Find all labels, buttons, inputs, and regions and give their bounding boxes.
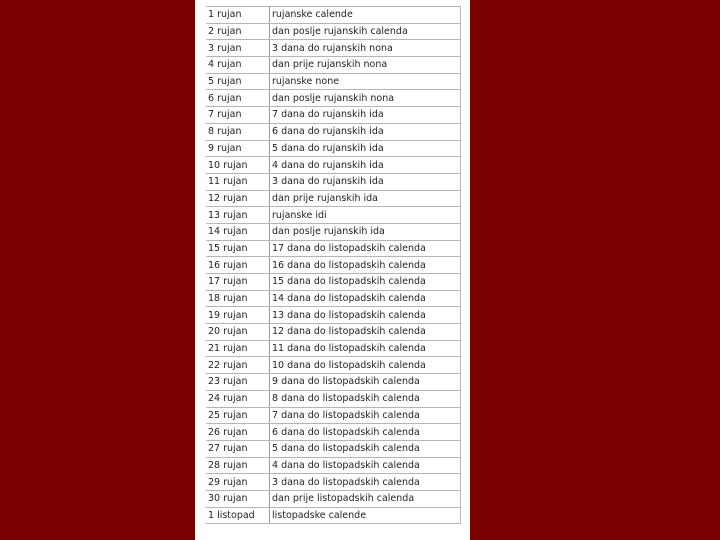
day-cell: 21 rujan xyxy=(206,340,270,357)
day-cell: 25 rujan xyxy=(206,407,270,424)
roman-date-cell: 12 dana do listopadskih calenda xyxy=(270,324,461,341)
table-row xyxy=(206,23,461,40)
table-row xyxy=(206,357,461,374)
day-cell: 9 rujan xyxy=(206,140,270,157)
roman-date-cell: 5 dana do rujanskih ida xyxy=(270,140,461,157)
table-row xyxy=(206,424,461,441)
table-row xyxy=(206,257,461,274)
day-cell: 29 rujan xyxy=(206,474,270,491)
table-row xyxy=(206,324,461,341)
roman-date-cell: rujanske calende xyxy=(270,7,461,24)
roman-date-cell: rujanske idi xyxy=(270,207,461,224)
roman-date-cell: dan prije listopadskih calenda xyxy=(270,490,461,507)
day-cell: 1 rujan xyxy=(206,7,270,24)
roman-date-cell: dan poslje rujanskih ida xyxy=(270,223,461,240)
table-row xyxy=(206,207,461,224)
table-row xyxy=(206,223,461,240)
roman-date-cell: dan poslje rujanskih calenda xyxy=(270,23,461,40)
roman-date-cell: 7 dana do rujanskih ida xyxy=(270,107,461,124)
roman-date-cell: dan prije rujanskih nona xyxy=(270,57,461,74)
table-row xyxy=(206,440,461,457)
roman-date-cell: dan prije rujanskih ida xyxy=(270,190,461,207)
table-row xyxy=(206,157,461,174)
roman-date-cell: 3 dana do rujanskih nona xyxy=(270,40,461,57)
roman-date-cell: 6 dana do listopadskih calenda xyxy=(270,424,461,441)
day-cell: 5 rujan xyxy=(206,73,270,90)
table-row xyxy=(206,490,461,507)
table-row xyxy=(206,307,461,324)
day-cell: 23 rujan xyxy=(206,374,270,391)
day-cell: 27 rujan xyxy=(206,440,270,457)
roman-date-cell: 4 dana do listopadskih calenda xyxy=(270,457,461,474)
table-row xyxy=(206,123,461,140)
table-row xyxy=(206,390,461,407)
roman-date-cell: listopadske calende xyxy=(270,507,461,524)
roman-date-cell: 7 dana do listopadskih calenda xyxy=(270,407,461,424)
table-row xyxy=(206,90,461,107)
roman-date-cell: 10 dana do listopadskih calenda xyxy=(270,357,461,374)
day-cell: 24 rujan xyxy=(206,390,270,407)
day-cell: 8 rujan xyxy=(206,123,270,140)
table-row xyxy=(206,407,461,424)
day-cell: 17 rujan xyxy=(206,274,270,291)
day-cell: 2 rujan xyxy=(206,23,270,40)
roman-date-cell: 4 dana do rujanskih ida xyxy=(270,157,461,174)
roman-date-cell: 11 dana do listopadskih calenda xyxy=(270,340,461,357)
table-row xyxy=(206,240,461,257)
day-cell: 4 rujan xyxy=(206,57,270,74)
table-row xyxy=(206,507,461,524)
roman-date-cell: 8 dana do listopadskih calenda xyxy=(270,390,461,407)
roman-date-cell: 6 dana do rujanskih ida xyxy=(270,123,461,140)
roman-date-cell: 3 dana do rujanskih ida xyxy=(270,173,461,190)
roman-date-cell: 14 dana do listopadskih calenda xyxy=(270,290,461,307)
roman-date-cell: 3 dana do listopadskih calenda xyxy=(270,474,461,491)
day-cell: 18 rujan xyxy=(206,290,270,307)
table-row xyxy=(206,7,461,24)
day-cell: 15 rujan xyxy=(206,240,270,257)
table-row xyxy=(206,173,461,190)
roman-date-cell: 13 dana do listopadskih calenda xyxy=(270,307,461,324)
day-cell: 13 rujan xyxy=(206,207,270,224)
table-row xyxy=(206,274,461,291)
roman-date-cell: 9 dana do listopadskih calenda xyxy=(270,374,461,391)
day-cell: 28 rujan xyxy=(206,457,270,474)
table-row xyxy=(206,107,461,124)
day-cell: 20 rujan xyxy=(206,324,270,341)
table-row xyxy=(206,474,461,491)
day-cell: 11 rujan xyxy=(206,173,270,190)
calendar-table xyxy=(206,6,461,524)
roman-date-cell: 5 dana do listopadskih calenda xyxy=(270,440,461,457)
table-row xyxy=(206,290,461,307)
document-sheet xyxy=(195,0,470,540)
day-cell: 14 rujan xyxy=(206,223,270,240)
roman-date-cell: rujanske none xyxy=(270,73,461,90)
day-cell: 6 rujan xyxy=(206,90,270,107)
table-row xyxy=(206,140,461,157)
day-cell: 1 listopad xyxy=(206,507,270,524)
table-row xyxy=(206,190,461,207)
table-row xyxy=(206,457,461,474)
roman-date-cell: 15 dana do listopadskih calenda xyxy=(270,274,461,291)
roman-date-cell: 17 dana do listopadskih calenda xyxy=(270,240,461,257)
table-row xyxy=(206,73,461,90)
day-cell: 30 rujan xyxy=(206,490,270,507)
day-cell: 12 rujan xyxy=(206,190,270,207)
table-row xyxy=(206,57,461,74)
table-row xyxy=(206,340,461,357)
day-cell: 22 rujan xyxy=(206,357,270,374)
day-cell: 10 rujan xyxy=(206,157,270,174)
roman-date-cell: dan poslje rujanskih nona xyxy=(270,90,461,107)
calendar-table-body xyxy=(206,7,461,524)
table-row xyxy=(206,374,461,391)
day-cell: 3 rujan xyxy=(206,40,270,57)
day-cell: 26 rujan xyxy=(206,424,270,441)
day-cell: 19 rujan xyxy=(206,307,270,324)
day-cell: 7 rujan xyxy=(206,107,270,124)
roman-date-cell: 16 dana do listopadskih calenda xyxy=(270,257,461,274)
table-row xyxy=(206,40,461,57)
day-cell: 16 rujan xyxy=(206,257,270,274)
